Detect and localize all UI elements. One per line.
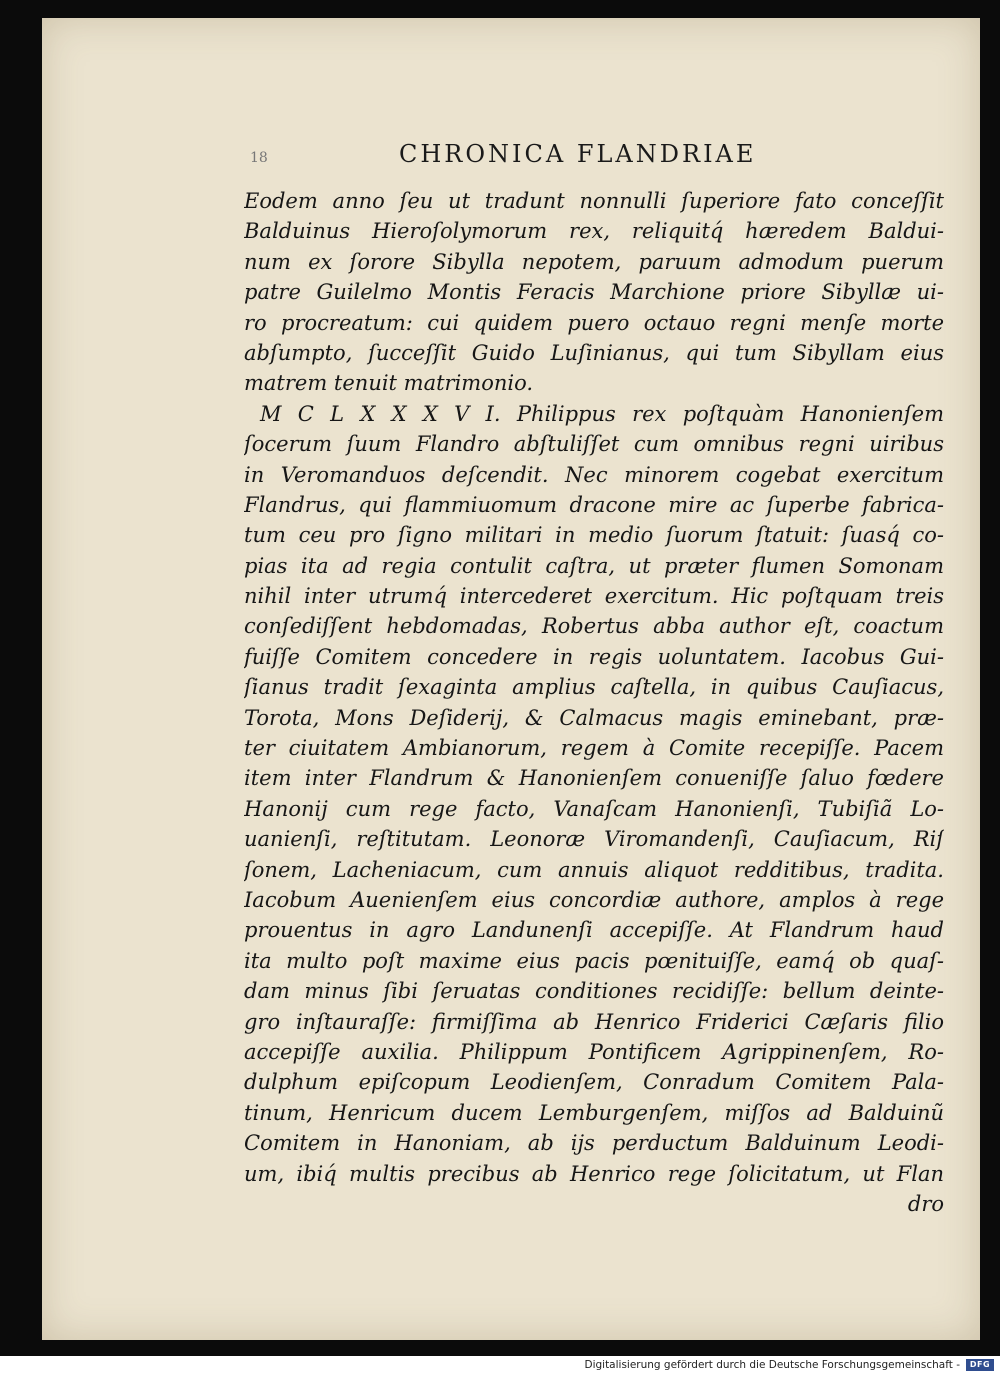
text-line: um, ibiq́ multis precibus ab Henrico rege ſolicitatum, ut Flan bbox=[244, 1161, 944, 1186]
text-line: fuiſſe Comitem concedere in regis uoluntatem. Iacobus Gui- bbox=[244, 644, 944, 669]
page-number: 18 bbox=[250, 150, 268, 166]
text-line: Hanonij cum rege facto, Vanaſcam Hanonienſi, Tubiſiã Lo- bbox=[244, 796, 944, 821]
text-line: Flandrus, qui flammiuomum dracone mire ac ſuperbe fabrica- bbox=[244, 492, 944, 517]
text-line: tum ceu pro ſigno militari in medio ſuorum ſtatuit: ſuasq́ co- bbox=[244, 523, 944, 548]
text-line: M C L X X X V I. Philippus rex poſtquàm Hanonienſem bbox=[260, 401, 944, 426]
text-line: ſianus tradit ſexaginta amplius caſtella, in quibus Cauſiacus, bbox=[244, 675, 944, 700]
text-line: conſediſſent hebdomadas, Robertus abba author eſt, coactum bbox=[244, 614, 944, 639]
text-line: gro inſtauraſſe: firmiſſima ab Henrico Friderici Cæſaris filio bbox=[244, 1009, 944, 1034]
text-line: uanienſi, reſtitutam. Leonoræ Viromandenſi, Cauſiacum, Riſ bbox=[244, 827, 944, 852]
text-line: dam minus ſibi ſeruatas conditiones recidiſſe: bellum deinte- bbox=[244, 979, 944, 1004]
text-line: prouentus in agro Landunenſi accepiſſe. At Flandrum haud bbox=[244, 918, 944, 943]
text-line: Comitem in Hanoniam, ab ijs perductum Balduinum Leodi- bbox=[244, 1131, 944, 1156]
text-line: matrem tenuit matrimonio. bbox=[244, 371, 534, 396]
book-page bbox=[42, 18, 980, 1340]
catchword: dro bbox=[907, 1191, 944, 1216]
text-line: abſumpto, ſucceſſit Guido Luſinianus, qui tum Sibyllam eius bbox=[244, 340, 944, 365]
funding-credit: Digitalisierung gefördert durch die Deutsche Forschungsgemeinschaft - bbox=[584, 1359, 960, 1371]
text-line: item inter Flandrum & Hanonienſem conueniſſe ſaluo fœdere bbox=[244, 766, 944, 791]
text-line: dulphum epiſcopum Leodienſem, Conradum Comitem Pala- bbox=[244, 1070, 944, 1095]
text-line: ro procreatum: cui quidem puero octauo regni menſe morte bbox=[244, 310, 944, 335]
text-line: nihil inter utrumq́ intercederet exercitum. Hic poſtquam treis bbox=[244, 584, 944, 609]
text-line: ſocerum ſuum Flandro abſtuliſſet cum omnibus regni uiribus bbox=[244, 432, 944, 457]
text-line: Eodem anno ſeu ut tradunt nonnulli ſuperiore fato conceſſit bbox=[244, 189, 944, 213]
footer-bar bbox=[0, 1356, 1000, 1375]
text-line: Torota, Mons Deſiderij, & Calmacus magis eminebant, præ- bbox=[244, 705, 944, 730]
text-line: ita multo poſt maxime eius pacis pœnituiſſe, eamq́ ob quaſ- bbox=[244, 948, 944, 973]
text-line: in Veromanduos deſcendit. Nec minorem cogebat exercitum bbox=[244, 462, 944, 487]
dfg-logo-icon: DFG bbox=[966, 1359, 994, 1371]
running-title: CHRONICA FLANDRIAE bbox=[399, 140, 757, 168]
running-head bbox=[42, 140, 980, 180]
text-line: num ex ſorore Sibylla nepotem, paruum admodum puerum bbox=[244, 249, 944, 274]
text-line: ſonem, Lacheniacum, cum annuis aliquot redditibus, tradita. bbox=[244, 857, 944, 882]
text-line: Balduinus Hieroſolymorum rex, reliquitq́ hæredem Baldui- bbox=[244, 219, 944, 244]
text-line: ter ciuitatem Ambianorum, regem à Comite recepiſſe. Pacem bbox=[244, 736, 944, 761]
text-line: pias ita ad regia contulit caſtra, ut præter flumen Somonam bbox=[244, 553, 944, 578]
text-line: accepiſſe auxilia. Philippum Pontificem Agrippinenſem, Ro- bbox=[244, 1039, 944, 1064]
text-line: tinum, Henricum ducem Lemburgenſem, miſſos ad Balduinũ bbox=[244, 1100, 944, 1125]
body-text bbox=[244, 186, 944, 1219]
text-line: Iacobum Auenienſem eius concordiæ authore, amplos à rege bbox=[244, 887, 944, 912]
text-line: patre Guilelmo Montis Feracis Marchione priore Sibyllæ ui- bbox=[244, 280, 944, 305]
